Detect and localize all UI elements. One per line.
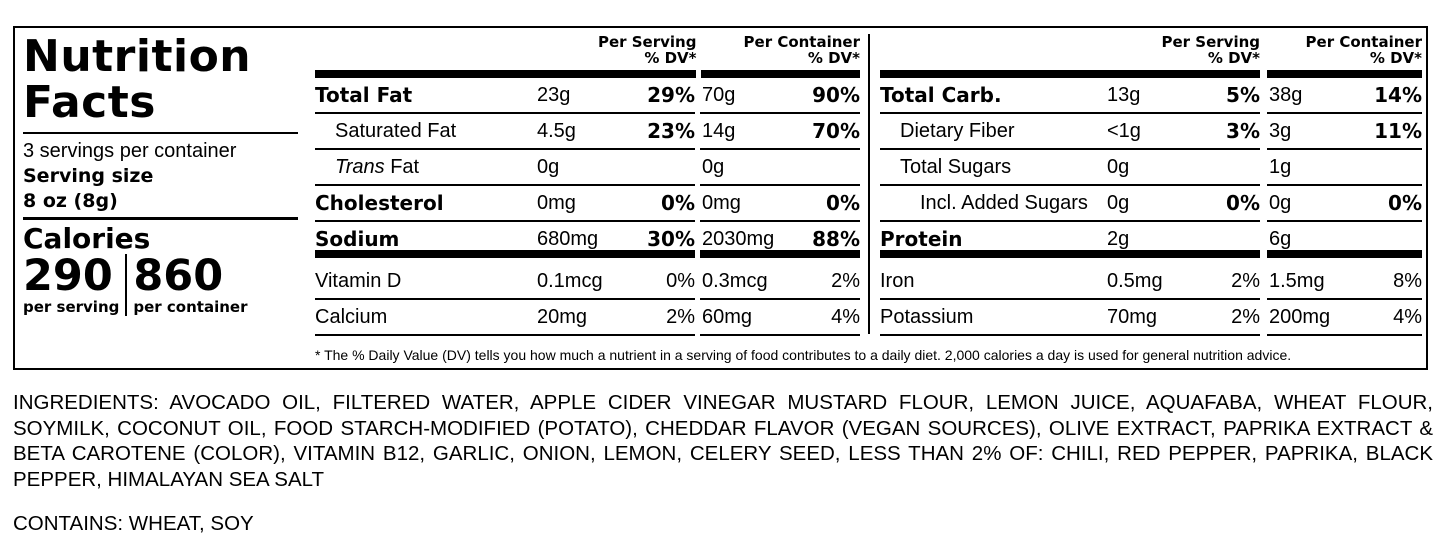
amount-value: 13g xyxy=(1105,78,1200,114)
rule-segment xyxy=(1267,70,1422,78)
daily-value-percent: 0% xyxy=(1200,186,1260,222)
per-container-cell xyxy=(700,78,860,114)
nutrient-name: Cholesterol xyxy=(315,186,535,222)
nutrient-row xyxy=(880,186,1424,222)
amount-value: 0mg xyxy=(700,186,800,222)
amount-value: 200mg xyxy=(1267,300,1362,336)
amount-value: 680mg xyxy=(535,222,635,258)
per-serving-cell xyxy=(1105,222,1260,258)
nutrient-row xyxy=(315,264,860,300)
daily-value-percent: 11% xyxy=(1362,114,1422,150)
amount-value: 3g xyxy=(1267,114,1362,150)
daily-value-percent: 2% xyxy=(1200,300,1260,336)
nutrient-row xyxy=(880,150,1424,186)
amount-value: 1g xyxy=(1267,150,1362,186)
daily-value-percent xyxy=(800,150,860,186)
calories-label: Calories xyxy=(23,222,151,255)
nutrient-name: Calcium xyxy=(315,300,535,336)
nutrient-name: Vitamin D xyxy=(315,264,535,300)
per-container-cell xyxy=(700,300,860,336)
allergen-contains: CONTAINS: WHEAT, SOY xyxy=(13,512,254,535)
daily-value-percent xyxy=(1362,150,1422,186)
per-container-cell xyxy=(1267,222,1422,258)
amount-value: 70mg xyxy=(1105,300,1200,336)
per-container-cell xyxy=(1267,300,1422,336)
daily-value-percent xyxy=(1200,150,1260,186)
daily-value-percent: 2% xyxy=(1200,264,1260,300)
header-rule xyxy=(880,70,1424,78)
amount-value: 0.3mcg xyxy=(700,264,800,300)
nutrient-row xyxy=(315,150,860,186)
per-serving-cell xyxy=(535,300,695,336)
header-per-serving xyxy=(1105,34,1260,70)
amount-value: 2g xyxy=(1105,222,1200,258)
serving-size-label: Serving size xyxy=(23,165,154,187)
nutrient-name xyxy=(315,150,535,186)
per-serving-cell xyxy=(535,150,695,186)
nutrient-row xyxy=(880,222,1424,258)
per-container-cell xyxy=(700,186,860,222)
header-dv-label: % DV* xyxy=(644,49,697,67)
ingredients-text: INGREDIENTS: AVOCADO OIL, FILTERED WATER, APPLE CIDER VINEGAR MUSTARD FLOUR, LEMON JUICE, AQUAFABA, WHEAT FLOUR, SOYMILK, COCONUT OIL, FOOD STARCH-MODIFIED (POTATO), CHEDDAR FLAVOR (VEGAN SOURCES), OLIVE EXTRACT, PAPRIKA EXTRACT & BETA CAROTENE (COLOR), VITAMIN B12, GARLIC, ONION, LEMON, CELERY SEED, LESS THAN 2% OF: CHILI, RED PEPPER, PAPRIKA, BLACK PEPPER, HIMALAYAN SEA SALT xyxy=(13,391,1433,491)
nutrient-row xyxy=(315,222,860,258)
calories-per-serving: 290 xyxy=(23,251,113,301)
amount-value: 0g xyxy=(1267,186,1362,222)
daily-value-percent: 2% xyxy=(800,264,860,300)
rule-segment xyxy=(880,70,1105,78)
amount-value: 0.5mg xyxy=(1105,264,1200,300)
amount-value: 6g xyxy=(1267,222,1362,258)
daily-value-percent: 3% xyxy=(1200,114,1260,150)
rule-segment xyxy=(538,70,697,78)
rule-segment xyxy=(315,70,538,78)
daily-value-percent: 0% xyxy=(635,186,695,222)
per-container-cell xyxy=(700,264,860,300)
per-serving-label: per serving xyxy=(23,298,120,316)
nutrient-name: Incl. Added Sugars xyxy=(880,186,1105,222)
per-container-cell xyxy=(1267,78,1422,114)
nutrient-row xyxy=(880,264,1424,300)
nutrient-name: Saturated Fat xyxy=(315,114,535,150)
per-serving-cell xyxy=(535,78,695,114)
daily-value-percent: 14% xyxy=(1362,78,1422,114)
nutrient-row xyxy=(880,300,1424,336)
header-spacer xyxy=(315,34,538,70)
nutrient-row xyxy=(315,186,860,222)
per-container-cell xyxy=(1267,186,1422,222)
amount-value: 14g xyxy=(700,114,800,150)
header-dv-label: % DV* xyxy=(1369,49,1422,67)
nutrient-name: Total Fat xyxy=(315,78,535,114)
daily-value-percent: 29% xyxy=(635,78,695,114)
amount-value: 20mg xyxy=(535,300,635,336)
daily-value-percent: 23% xyxy=(635,114,695,150)
nutrient-row xyxy=(880,78,1424,114)
daily-value-percent: 4% xyxy=(1362,300,1422,336)
servings-per-container: 3 servings per container xyxy=(23,140,237,162)
daily-value-percent: 4% xyxy=(800,300,860,336)
per-container-cell xyxy=(700,222,860,258)
header-per-serving-label: Per Serving xyxy=(1161,33,1260,51)
title-nutrition: Nutrition xyxy=(23,31,252,82)
amount-value: 2030mg xyxy=(700,222,800,258)
amount-value: 0.1mcg xyxy=(535,264,635,300)
per-container-cell xyxy=(1267,150,1422,186)
per-serving-cell xyxy=(1105,264,1260,300)
title-facts: Facts xyxy=(23,77,156,128)
daily-value-percent xyxy=(1362,222,1422,258)
calories-per-container: 860 xyxy=(133,251,224,301)
per-serving-cell xyxy=(1105,78,1260,114)
nutrient-table-right xyxy=(880,34,1424,336)
nutrient-row xyxy=(315,78,860,114)
header-dv-label: % DV* xyxy=(807,49,860,67)
amount-value: 4.5g xyxy=(535,114,635,150)
header-per-serving-label: Per Serving xyxy=(597,33,697,51)
daily-value-percent xyxy=(635,150,695,186)
amount-value: 0mg xyxy=(535,186,635,222)
calories-per-serving-col xyxy=(23,251,125,316)
amount-value: 60mg xyxy=(700,300,800,336)
header-per-container-label: Per Container xyxy=(1305,33,1422,51)
per-container-cell xyxy=(700,114,860,150)
daily-value-percent: 88% xyxy=(800,222,860,258)
amount-value: 0g xyxy=(1105,150,1200,186)
header-rule xyxy=(315,70,860,78)
trans-prefix: Trans xyxy=(335,156,385,178)
nutrient-row xyxy=(315,114,860,150)
daily-value-percent: 0% xyxy=(1362,186,1422,222)
nutrient-row xyxy=(315,300,860,336)
serving-size-value: 8 oz (8g) xyxy=(23,190,118,212)
nutrient-name: Sodium xyxy=(315,222,535,258)
nutrient-name: Potassium xyxy=(880,300,1105,336)
trans-suffix: Fat xyxy=(384,156,420,178)
header-per-container xyxy=(701,34,860,70)
calories-per-container-col xyxy=(125,251,253,316)
amount-value: 1.5mg xyxy=(1267,264,1362,300)
daily-value-percent: 5% xyxy=(1200,78,1260,114)
nutrient-name: Iron xyxy=(880,264,1105,300)
header-spacer xyxy=(880,34,1105,70)
nutrient-table-left xyxy=(315,34,860,336)
rule-segment xyxy=(1105,70,1260,78)
nutrient-name: Total Sugars xyxy=(880,150,1105,186)
divider xyxy=(23,132,298,134)
per-serving-cell xyxy=(535,114,695,150)
header-per-container-label: Per Container xyxy=(743,33,860,51)
vertical-divider xyxy=(868,34,870,334)
nutrient-name: Total Carb. xyxy=(880,78,1105,114)
divider xyxy=(23,217,298,220)
amount-value: 23g xyxy=(535,78,635,114)
per-container-cell xyxy=(1267,264,1422,300)
daily-value-footnote: * The % Daily Value (DV) tells you how much a nutrient in a serving of food contributes to a daily diet. 2,000 calories a day is used for general nutrition advice. xyxy=(315,347,1292,363)
per-serving-cell xyxy=(535,186,695,222)
table-header xyxy=(880,34,1424,70)
header-per-serving xyxy=(538,34,697,70)
calories-row xyxy=(23,251,298,316)
per-serving-cell xyxy=(1105,300,1260,336)
amount-value: 70g xyxy=(700,78,800,114)
per-container-cell xyxy=(700,150,860,186)
per-serving-cell xyxy=(1105,186,1260,222)
amount-value: 0g xyxy=(700,150,800,186)
daily-value-percent: 70% xyxy=(800,114,860,150)
per-serving-cell xyxy=(535,222,695,258)
daily-value-percent: 8% xyxy=(1362,264,1422,300)
amount-value: 38g xyxy=(1267,78,1362,114)
daily-value-percent: 2% xyxy=(635,300,695,336)
nutrient-name: Protein xyxy=(880,222,1105,258)
per-container-cell xyxy=(1267,114,1422,150)
daily-value-percent xyxy=(1200,222,1260,258)
daily-value-percent: 0% xyxy=(635,264,695,300)
amount-value: <1g xyxy=(1105,114,1200,150)
amount-value: 0g xyxy=(1105,186,1200,222)
per-serving-cell xyxy=(535,264,695,300)
daily-value-percent: 90% xyxy=(800,78,860,114)
rule-segment xyxy=(701,70,860,78)
daily-value-percent: 30% xyxy=(635,222,695,258)
header-dv-label: % DV* xyxy=(1207,49,1260,67)
table-header xyxy=(315,34,860,70)
nutrition-facts-label xyxy=(13,26,1428,370)
nutrient-row xyxy=(880,114,1424,150)
daily-value-percent: 0% xyxy=(800,186,860,222)
per-serving-cell xyxy=(1105,150,1260,186)
nutrient-name: Dietary Fiber xyxy=(880,114,1105,150)
per-serving-cell xyxy=(1105,114,1260,150)
header-per-container xyxy=(1267,34,1422,70)
label-left-panel xyxy=(23,31,298,316)
amount-value: 0g xyxy=(535,150,635,186)
per-container-label: per container xyxy=(133,298,248,316)
